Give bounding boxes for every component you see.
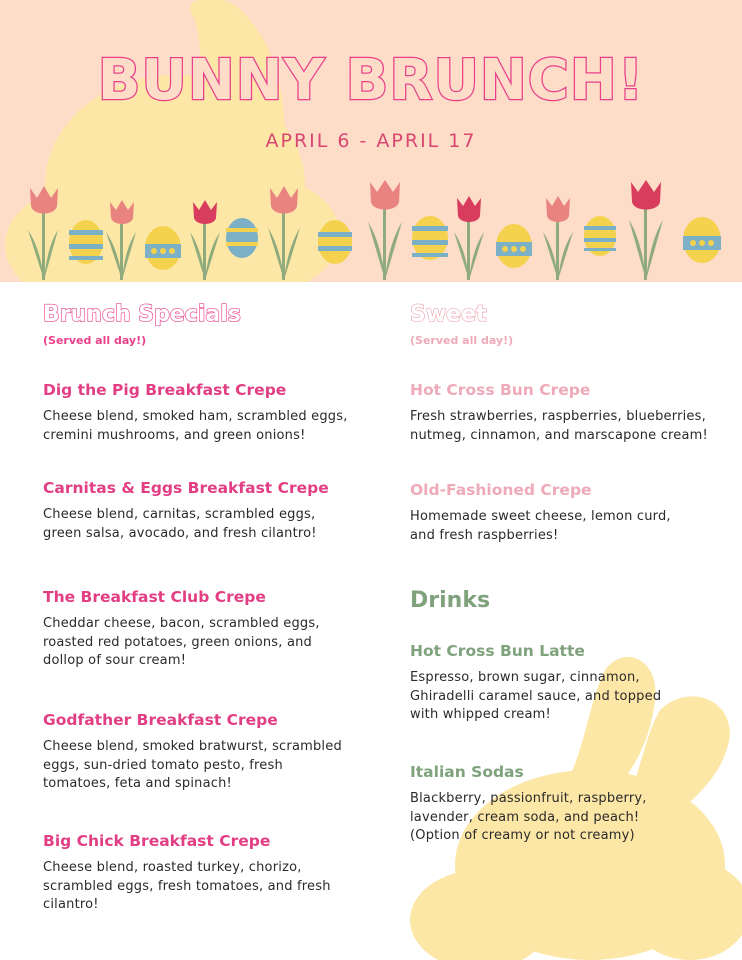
menu-item-description: Espresso, brown sugar, cinnamon, Ghiradelli caramel sauce, and topped with whipped cream! (410, 670, 662, 722)
menu-item (43, 587, 373, 671)
easter-egg-icon (584, 216, 616, 256)
tulip-icon (454, 196, 484, 280)
brunch-specials-section (43, 300, 373, 912)
tulip-icon (190, 200, 220, 280)
easter-egg-icon (683, 217, 721, 263)
easter-egg-icon (145, 226, 181, 270)
easter-egg-icon (318, 220, 352, 264)
menu-item (410, 480, 740, 545)
menu-item-description: Cheese blend, roasted turkey, chorizo, scrambled eggs, fresh tomatoes, and fresh cilantro! (43, 860, 331, 912)
menu-item (410, 762, 740, 846)
tulips-and-eggs-decoration (0, 170, 742, 282)
page-title: BUNNY BRUNCH! (97, 48, 645, 113)
header-banner (0, 0, 742, 282)
easter-egg-icon (69, 220, 103, 264)
menu-item-name: The Breakfast Club Crepe (43, 588, 266, 606)
menu-item-name: Hot Cross Bun Latte (410, 642, 585, 660)
event-dates: APRIL 6 - APRIL 17 (265, 130, 477, 152)
tulip-icon (268, 186, 300, 280)
sweet-and-drinks-section (410, 300, 730, 843)
drinks-section-title: Drinks (410, 588, 491, 613)
menu-item-description: Cheese blend, smoked bratwurst, scrambled eggs, sun-dried tomato pesto, fresh tomatoes, feta and spinach! (43, 739, 342, 791)
menu-item (43, 831, 373, 915)
menu-item-name: Old-Fashioned Crepe (410, 481, 592, 499)
menu-item (43, 710, 373, 794)
served-note: (Served all day!) (43, 334, 147, 347)
menu-item-description: Homemade sweet cheese, lemon curd, and fresh raspberries! (410, 509, 671, 543)
menu-item-description: Cheese blend, smoked ham, scrambled eggs, cremini mushrooms, and green onions! (43, 409, 348, 443)
tulip-icon (368, 180, 402, 280)
menu-item-name: Hot Cross Bun Crepe (410, 381, 591, 399)
easter-egg-icon (412, 216, 448, 260)
menu-item (43, 478, 373, 543)
menu-item-name: Italian Sodas (410, 763, 524, 781)
served-note: (Served all day!) (410, 334, 514, 347)
section-title: Brunch Specials (43, 302, 241, 327)
section-title: Sweet (410, 302, 487, 327)
easter-egg-icon (226, 218, 258, 258)
menu-item-description: Fresh strawberries, raspberries, blueberries, nutmeg, cinnamon, and marscapone cream! (410, 409, 708, 443)
menu-item (410, 641, 740, 725)
menu-item-description: Blackberry, passionfruit, raspberry, lavender, cream soda, and peach! (Option of creamy or not creamy) (410, 791, 647, 843)
menu-item (43, 380, 373, 445)
menu-item-name: Dig the Pig Breakfast Crepe (43, 381, 287, 399)
menu-item-description: Cheese blend, carnitas, scrambled eggs, green salsa, avocado, and fresh cilantro! (43, 507, 317, 541)
tulip-icon (543, 196, 573, 280)
menu-item-description: Cheddar cheese, bacon, scrambled eggs, roasted red potatoes, green onions, and dollop of sour cream! (43, 616, 320, 668)
tulip-icon (629, 180, 663, 280)
menu-item (410, 380, 740, 445)
menu-item-name: Godfather Breakfast Crepe (43, 711, 278, 729)
tulip-icon (28, 186, 58, 280)
menu-item-name: Big Chick Breakfast Crepe (43, 832, 271, 850)
tulip-icon (106, 200, 136, 280)
easter-egg-icon (496, 224, 532, 268)
menu-item-name: Carnitas & Eggs Breakfast Crepe (43, 479, 329, 497)
